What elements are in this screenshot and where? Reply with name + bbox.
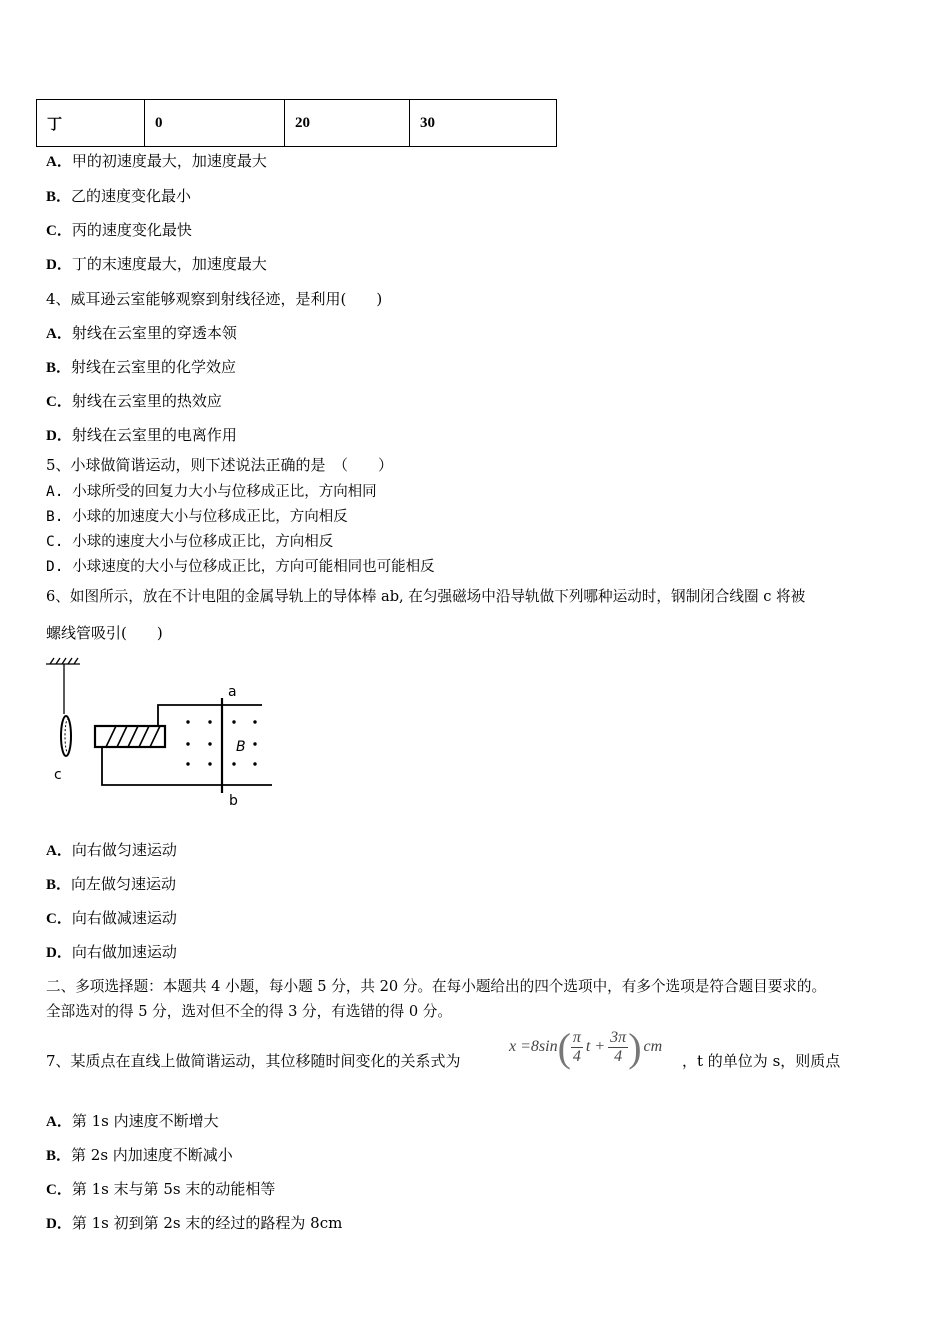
table-row bbox=[37, 100, 557, 147]
q5-option-b: B. 小球的加速度大小与位移成正比，方向相反 bbox=[46, 509, 348, 525]
formula-frac2: $\frac{3\pi}{4}$ bbox=[610, 1029, 627, 1065]
data-table bbox=[36, 99, 557, 147]
formula-unit: cm bbox=[643, 1038, 663, 1056]
table-cell: 0 bbox=[145, 100, 285, 147]
q3-option-d: D．丁的末速度最大，加速度最大 bbox=[46, 255, 267, 273]
q5-stem: 5、小球做简谐运动，则下述说法正确的是 （ ） bbox=[46, 456, 394, 474]
q6-circuit-figure bbox=[40, 656, 280, 811]
q3-option-a: A．甲的初速度最大，加速度最大 bbox=[46, 152, 267, 170]
table-cell: 丁 bbox=[37, 100, 145, 147]
q4-option-b: B．射线在云室里的化学效应 bbox=[46, 358, 237, 376]
q7-option-b: B．第 2s 内加速度不断减小 bbox=[46, 1146, 233, 1164]
q7-option-c: C．第 1s 末与第 5s 末的动能相等 bbox=[46, 1180, 276, 1198]
q5-option-a: A. 小球所受的回复力大小与位移成正比，方向相同 bbox=[46, 484, 377, 500]
label-a: a bbox=[228, 684, 237, 700]
q3-option-c: C．丙的速度变化最快 bbox=[46, 221, 192, 239]
q5-option-d: D. 小球速度的大小与位移成正比，方向可能相同也可能相反 bbox=[46, 559, 435, 575]
q7-stem-before: 7、某质点在直线上做简谐运动，其位移随时间变化的关系式为 bbox=[46, 1052, 461, 1070]
bottom-rail bbox=[102, 747, 272, 785]
ceiling-hatch bbox=[46, 658, 80, 664]
formula-lhs: x =8sin bbox=[509, 1038, 558, 1056]
table-cell: 20 bbox=[285, 100, 410, 147]
q7-formula bbox=[509, 1024, 662, 1074]
q4-stem: 4、威耳逊云室能够观察到射线径迹，是利用( ) bbox=[46, 290, 383, 308]
label-c: c bbox=[54, 767, 62, 783]
section2-heading-line1: 二、多项选择题：本题共 4 小题，每小题 5 分，共 20 分。在每小题给出的四个选项中，有多个选项是符合题目要求的。 bbox=[46, 978, 827, 995]
formula-paren-close: ) bbox=[628, 1025, 642, 1070]
q6-option-b: B．向左做匀速运动 bbox=[46, 875, 177, 893]
q5-option-c: C. 小球的速度大小与位移成正比，方向相反 bbox=[46, 534, 334, 550]
q7-option-d: D．第 1s 初到第 2s 末的经过的路程为 8cm bbox=[46, 1214, 343, 1232]
label-b: b bbox=[229, 793, 238, 809]
q6-option-c: C．向右做减速运动 bbox=[46, 909, 177, 927]
q7-stem-after: ，t 的单位为 s，则质点 bbox=[682, 1052, 841, 1070]
section2-heading-line2: 全部选对的得 5 分，选对但不全的得 3 分，有选错的得 0 分。 bbox=[46, 1003, 452, 1020]
solenoid-windings bbox=[106, 726, 160, 747]
q3-option-b: B．乙的速度变化最小 bbox=[46, 187, 192, 205]
formula-frac1: $\frac{\pi}{4}$ bbox=[572, 1029, 581, 1065]
q4-option-d: D．射线在云室里的电离作用 bbox=[46, 426, 237, 444]
table-cell: 30 bbox=[410, 100, 557, 147]
formula-paren-open: ( bbox=[557, 1025, 571, 1070]
q6-option-a: A．向右做匀速运动 bbox=[46, 841, 177, 859]
q6-option-d: D．向右做加速运动 bbox=[46, 943, 177, 961]
formula-t: t + bbox=[585, 1038, 606, 1056]
q4-option-c: C．射线在云室里的热效应 bbox=[46, 392, 222, 410]
label-field-b: B bbox=[236, 739, 246, 755]
q4-option-a: A．射线在云室里的穿透本领 bbox=[46, 324, 237, 342]
q6-stem-line2: 螺线管吸引( ) bbox=[46, 624, 163, 642]
q7-option-a: A．第 1s 内速度不断增大 bbox=[46, 1112, 219, 1130]
q6-stem-line1: 6、如图所示，放在不计电阻的金属导轨上的导体棒 ab, 在匀强磁场中沿导轨做下列哪种运动时，钢制闭合线圈 c 将被 bbox=[46, 588, 806, 605]
